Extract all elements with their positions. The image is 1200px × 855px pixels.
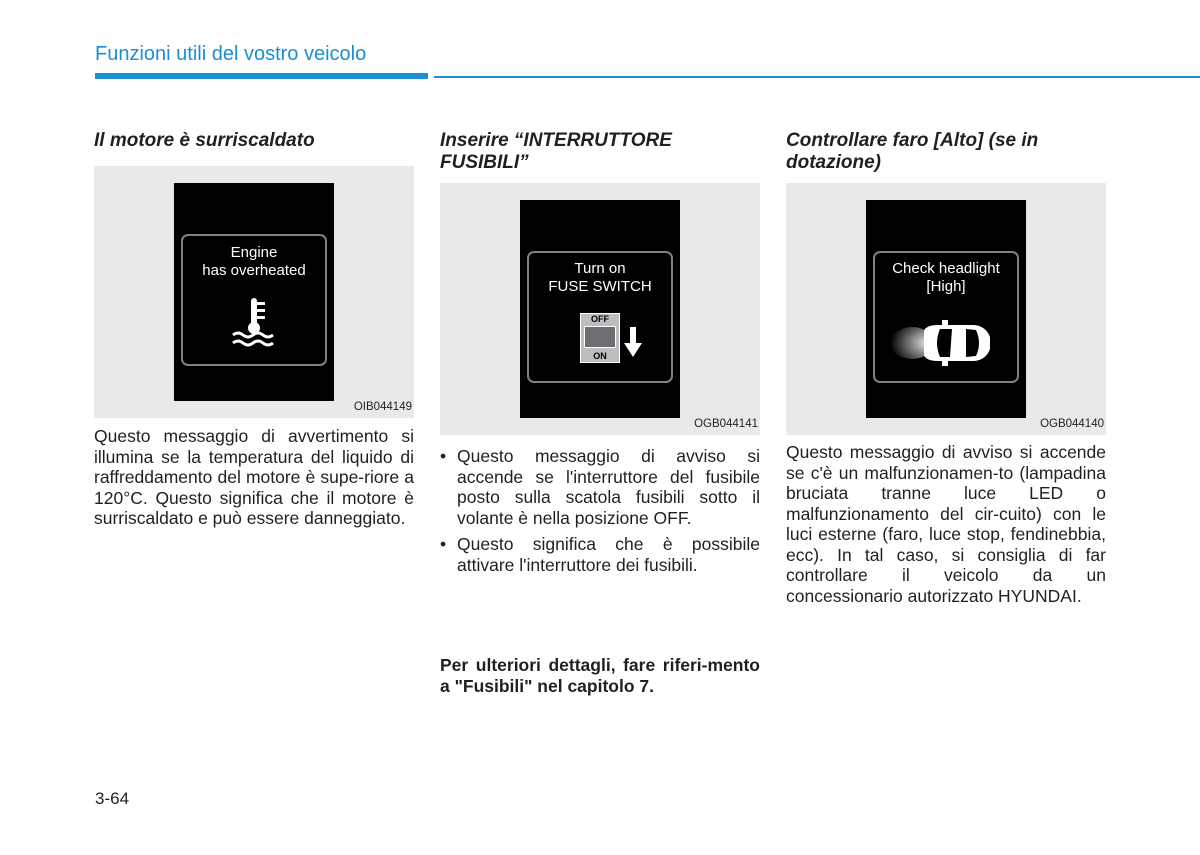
header-rule-thick	[95, 73, 428, 79]
reference-note: Per ulteriori dettagli, fare riferi-mento a "Fusibili" nel capitolo 7.	[440, 655, 760, 696]
cluster-display	[520, 200, 680, 418]
image-code: OGB044140	[1040, 418, 1104, 430]
bullet-list	[440, 446, 760, 581]
coolant-temperature-icon	[230, 296, 278, 348]
image-code: OIB044149	[353, 401, 412, 413]
section-heading: Il motore è surriscaldato	[94, 130, 315, 151]
display-message: Engine has overheated	[202, 244, 306, 279]
cluster-display	[174, 183, 334, 401]
section-heading: Inserire “INTERRUTTORE FUSIBILI”	[440, 130, 672, 173]
bullet-text: Questo messaggio di avviso si accende se l'interruttore del fusibile posto sulla scatola fusibili sotto il volante è nella posizione OFF.	[457, 446, 760, 528]
display-message: Turn on FUSE SWITCH	[548, 260, 652, 295]
cluster-display	[866, 200, 1026, 418]
warning-illustration	[786, 183, 1106, 435]
arrow-down-icon	[624, 327, 642, 357]
switch-on-label: ON	[593, 351, 607, 361]
fuse-switch-icon	[580, 313, 620, 365]
image-code: OGB044141	[694, 418, 758, 430]
page-number: 3-64	[95, 789, 130, 808]
warning-illustration	[94, 166, 414, 418]
switch-off-label: OFF	[591, 314, 609, 324]
display-message: Check headlight [High]	[892, 260, 1000, 295]
section-body: Questo messaggio di avvertimento si illumina se la temperatura del liquido di raffreddamento del motore è supe-riore a 120°C. Questo significa che il motore è surriscaldato e può essere danneggiato.	[94, 426, 414, 528]
header-rule-thin	[434, 76, 1200, 78]
bullet-text: Questo significa che è possibile attivare l'interruttore dei fusibili.	[457, 534, 760, 575]
car-headlight-icon	[890, 315, 1002, 367]
section-body: Questo messaggio di avviso si accende se c'è un malfunzionamen-to (lampadina bruciata tranne luce LED o malfunzionamento del cir-cuito) con le luci esterne (faro, luce stop, fendinebbia, ecc). In tal caso, si consiglia di far controllare il veicolo da un concessionario autorizzato HYUNDAI.	[786, 442, 1106, 606]
section-heading: Controllare faro [Alto] (se in dotazione)	[786, 130, 1039, 173]
page-header-title: Funzioni utili del vostro veicolo	[95, 43, 367, 65]
switch-lever	[584, 326, 616, 348]
warning-illustration	[440, 183, 760, 435]
list-item: • Questo messaggio di avviso si accende se l'interruttore del fusibile posto sulla scatola fusibili sotto il volante è nella posizione OFF.	[440, 446, 760, 528]
list-item: • Questo significa che è possibile attivare l'interruttore dei fusibili.	[440, 534, 760, 575]
